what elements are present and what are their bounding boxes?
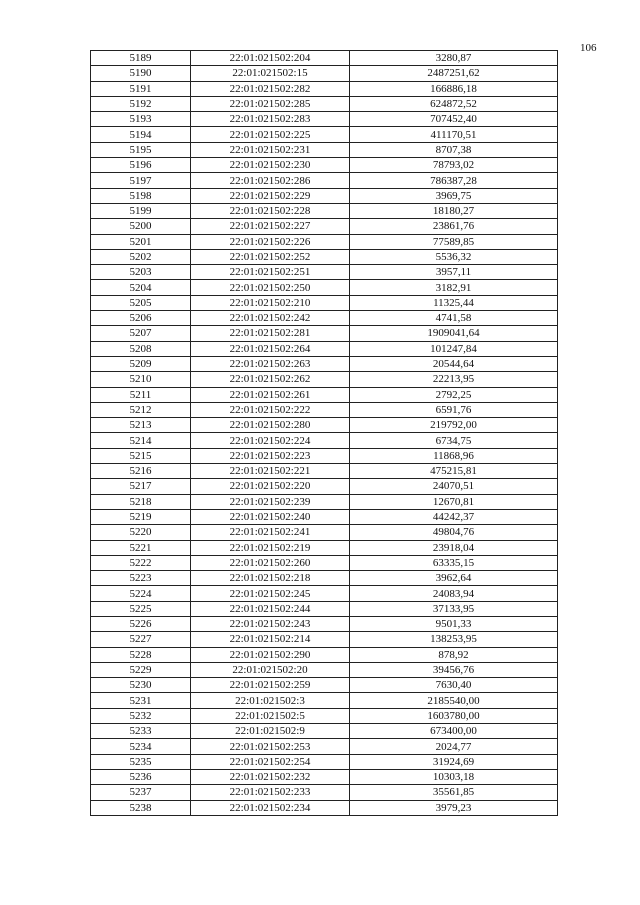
cadastral-table	[90, 50, 558, 816]
table-row	[91, 142, 558, 157]
cadastral-number-cell: 22:01:021502:227	[191, 219, 350, 234]
cadastral-number-cell: 22:01:021502:218	[191, 571, 350, 586]
table-row	[91, 601, 558, 616]
table-row	[91, 632, 558, 647]
cadastral-number-cell: 22:01:021502:230	[191, 158, 350, 173]
table-row	[91, 387, 558, 402]
value-cell: 7630,40	[350, 678, 558, 693]
row-number-cell: 5204	[91, 280, 191, 295]
cadastral-number-cell: 22:01:021502:250	[191, 280, 350, 295]
value-cell: 18180,27	[350, 203, 558, 218]
table-row	[91, 479, 558, 494]
row-number-cell: 5220	[91, 525, 191, 540]
value-cell: 2487251,62	[350, 66, 558, 81]
value-cell: 20544,64	[350, 356, 558, 371]
row-number-cell: 5207	[91, 326, 191, 341]
value-cell: 3962,64	[350, 571, 558, 586]
value-cell: 3182,91	[350, 280, 558, 295]
table-row	[91, 341, 558, 356]
table-row	[91, 326, 558, 341]
cadastral-number-cell: 22:01:021502:282	[191, 81, 350, 96]
cadastral-number-cell: 22:01:021502:15	[191, 66, 350, 81]
cadastral-number-cell: 22:01:021502:220	[191, 479, 350, 494]
value-cell: 31924,69	[350, 754, 558, 769]
row-number-cell: 5224	[91, 586, 191, 601]
table-row	[91, 739, 558, 754]
table-row	[91, 693, 558, 708]
value-cell: 44242,37	[350, 509, 558, 524]
value-cell: 673400,00	[350, 724, 558, 739]
cadastral-number-cell: 22:01:021502:224	[191, 433, 350, 448]
value-cell: 3957,11	[350, 265, 558, 280]
cadastral-number-cell: 22:01:021502:223	[191, 448, 350, 463]
value-cell: 4741,58	[350, 311, 558, 326]
cadastral-number-cell: 22:01:021502:262	[191, 372, 350, 387]
row-number-cell: 5217	[91, 479, 191, 494]
cadastral-number-cell: 22:01:021502:239	[191, 494, 350, 509]
row-number-cell: 5226	[91, 616, 191, 631]
cadastral-number-cell: 22:01:021502:232	[191, 769, 350, 784]
table-row	[91, 295, 558, 310]
value-cell: 39456,76	[350, 662, 558, 677]
value-cell: 2185540,00	[350, 693, 558, 708]
value-cell: 6591,76	[350, 402, 558, 417]
row-number-cell: 5216	[91, 464, 191, 479]
cadastral-number-cell: 22:01:021502:210	[191, 295, 350, 310]
table-row	[91, 754, 558, 769]
table-row	[91, 188, 558, 203]
value-cell: 786387,28	[350, 173, 558, 188]
row-number-cell: 5223	[91, 571, 191, 586]
row-number-cell: 5191	[91, 81, 191, 96]
cadastral-number-cell: 22:01:021502:263	[191, 356, 350, 371]
table-row	[91, 662, 558, 677]
cadastral-number-cell: 22:01:021502:222	[191, 402, 350, 417]
table-row	[91, 127, 558, 142]
page-number: 106	[580, 42, 597, 54]
cadastral-number-cell: 22:01:021502:260	[191, 555, 350, 570]
table-row	[91, 418, 558, 433]
table-row	[91, 724, 558, 739]
table-row	[91, 249, 558, 264]
table-row	[91, 433, 558, 448]
cadastral-number-cell: 22:01:021502:241	[191, 525, 350, 540]
value-cell: 101247,84	[350, 341, 558, 356]
row-number-cell: 5192	[91, 96, 191, 111]
value-cell: 78793,02	[350, 158, 558, 173]
value-cell: 77589,85	[350, 234, 558, 249]
cadastral-number-cell: 22:01:021502:251	[191, 265, 350, 280]
value-cell: 37133,95	[350, 601, 558, 616]
value-cell: 8707,38	[350, 142, 558, 157]
row-number-cell: 5227	[91, 632, 191, 647]
row-number-cell: 5202	[91, 249, 191, 264]
cadastral-number-cell: 22:01:021502:240	[191, 509, 350, 524]
row-number-cell: 5222	[91, 555, 191, 570]
row-number-cell: 5235	[91, 754, 191, 769]
table-row	[91, 112, 558, 127]
value-cell: 219792,00	[350, 418, 558, 433]
cadastral-number-cell: 22:01:021502:3	[191, 693, 350, 708]
row-number-cell: 5218	[91, 494, 191, 509]
value-cell: 878,92	[350, 647, 558, 662]
row-number-cell: 5206	[91, 311, 191, 326]
table-row	[91, 203, 558, 218]
cadastral-number-cell: 22:01:021502:234	[191, 800, 350, 815]
cadastral-number-cell: 22:01:021502:242	[191, 311, 350, 326]
table-row	[91, 708, 558, 723]
row-number-cell: 5196	[91, 158, 191, 173]
value-cell: 22213,95	[350, 372, 558, 387]
cadastral-number-cell: 22:01:021502:244	[191, 601, 350, 616]
cadastral-number-cell: 22:01:021502:5	[191, 708, 350, 723]
row-number-cell: 5197	[91, 173, 191, 188]
cadastral-number-cell: 22:01:021502:233	[191, 785, 350, 800]
value-cell: 35561,85	[350, 785, 558, 800]
value-cell: 11868,96	[350, 448, 558, 463]
table-row	[91, 265, 558, 280]
cadastral-number-cell: 22:01:021502:252	[191, 249, 350, 264]
value-cell: 138253,95	[350, 632, 558, 647]
value-cell: 1909041,64	[350, 326, 558, 341]
row-number-cell: 5195	[91, 142, 191, 157]
table-row	[91, 173, 558, 188]
cadastral-number-cell: 22:01:021502:229	[191, 188, 350, 203]
value-cell: 23861,76	[350, 219, 558, 234]
table-row	[91, 66, 558, 81]
cadastral-number-cell: 22:01:021502:221	[191, 464, 350, 479]
table-row	[91, 571, 558, 586]
table-row	[91, 402, 558, 417]
table-row	[91, 616, 558, 631]
value-cell: 475215,81	[350, 464, 558, 479]
cadastral-number-cell: 22:01:021502:225	[191, 127, 350, 142]
row-number-cell: 5238	[91, 800, 191, 815]
cadastral-number-cell: 22:01:021502:283	[191, 112, 350, 127]
row-number-cell: 5189	[91, 51, 191, 66]
table-row	[91, 158, 558, 173]
table-row	[91, 785, 558, 800]
cadastral-number-cell: 22:01:021502:253	[191, 739, 350, 754]
cadastral-number-cell: 22:01:021502:254	[191, 754, 350, 769]
row-number-cell: 5215	[91, 448, 191, 463]
cadastral-number-cell: 22:01:021502:286	[191, 173, 350, 188]
row-number-cell: 5201	[91, 234, 191, 249]
row-number-cell: 5236	[91, 769, 191, 784]
table-row	[91, 800, 558, 815]
row-number-cell: 5211	[91, 387, 191, 402]
table-row	[91, 234, 558, 249]
row-number-cell: 5219	[91, 509, 191, 524]
value-cell: 9501,33	[350, 616, 558, 631]
value-cell: 11325,44	[350, 295, 558, 310]
value-cell: 49804,76	[350, 525, 558, 540]
row-number-cell: 5208	[91, 341, 191, 356]
value-cell: 3969,75	[350, 188, 558, 203]
row-number-cell: 5203	[91, 265, 191, 280]
table-row	[91, 81, 558, 96]
cadastral-number-cell: 22:01:021502:264	[191, 341, 350, 356]
value-cell: 10303,18	[350, 769, 558, 784]
row-number-cell: 5233	[91, 724, 191, 739]
table-row	[91, 586, 558, 601]
row-number-cell: 5210	[91, 372, 191, 387]
table-row	[91, 494, 558, 509]
value-cell: 2024,77	[350, 739, 558, 754]
value-cell: 707452,40	[350, 112, 558, 127]
cadastral-number-cell: 22:01:021502:204	[191, 51, 350, 66]
row-number-cell: 5198	[91, 188, 191, 203]
table-row	[91, 356, 558, 371]
table-row	[91, 525, 558, 540]
table-row	[91, 96, 558, 111]
row-number-cell: 5229	[91, 662, 191, 677]
row-number-cell: 5190	[91, 66, 191, 81]
table-row	[91, 311, 558, 326]
row-number-cell: 5209	[91, 356, 191, 371]
table-row	[91, 555, 558, 570]
cadastral-number-cell: 22:01:021502:20	[191, 662, 350, 677]
table-row	[91, 540, 558, 555]
row-number-cell: 5194	[91, 127, 191, 142]
value-cell: 166886,18	[350, 81, 558, 96]
table-row	[91, 647, 558, 662]
table-row	[91, 51, 558, 66]
table-row	[91, 464, 558, 479]
row-number-cell: 5234	[91, 739, 191, 754]
value-cell: 3979,23	[350, 800, 558, 815]
row-number-cell: 5221	[91, 540, 191, 555]
value-cell: 23918,04	[350, 540, 558, 555]
row-number-cell: 5205	[91, 295, 191, 310]
value-cell: 3280,87	[350, 51, 558, 66]
row-number-cell: 5232	[91, 708, 191, 723]
cadastral-number-cell: 22:01:021502:285	[191, 96, 350, 111]
cadastral-number-cell: 22:01:021502:280	[191, 418, 350, 433]
value-cell: 24083,94	[350, 586, 558, 601]
table-row	[91, 219, 558, 234]
cadastral-number-cell: 22:01:021502:281	[191, 326, 350, 341]
cadastral-number-cell: 22:01:021502:259	[191, 678, 350, 693]
value-cell: 12670,81	[350, 494, 558, 509]
row-number-cell: 5225	[91, 601, 191, 616]
value-cell: 6734,75	[350, 433, 558, 448]
row-number-cell: 5231	[91, 693, 191, 708]
table-row	[91, 678, 558, 693]
value-cell: 411170,51	[350, 127, 558, 142]
cadastral-number-cell: 22:01:021502:245	[191, 586, 350, 601]
table-row	[91, 769, 558, 784]
row-number-cell: 5237	[91, 785, 191, 800]
cadastral-number-cell: 22:01:021502:226	[191, 234, 350, 249]
row-number-cell: 5200	[91, 219, 191, 234]
table-row	[91, 448, 558, 463]
value-cell: 624872,52	[350, 96, 558, 111]
value-cell: 1603780,00	[350, 708, 558, 723]
value-cell: 63335,15	[350, 555, 558, 570]
row-number-cell: 5230	[91, 678, 191, 693]
cadastral-number-cell: 22:01:021502:243	[191, 616, 350, 631]
row-number-cell: 5193	[91, 112, 191, 127]
cadastral-number-cell: 22:01:021502:290	[191, 647, 350, 662]
value-cell: 5536,32	[350, 249, 558, 264]
cadastral-number-cell: 22:01:021502:219	[191, 540, 350, 555]
table-body	[91, 51, 558, 816]
table-row	[91, 509, 558, 524]
row-number-cell: 5213	[91, 418, 191, 433]
cadastral-number-cell: 22:01:021502:9	[191, 724, 350, 739]
cadastral-number-cell: 22:01:021502:228	[191, 203, 350, 218]
cadastral-number-cell: 22:01:021502:231	[191, 142, 350, 157]
table-row	[91, 280, 558, 295]
cadastral-number-cell: 22:01:021502:261	[191, 387, 350, 402]
row-number-cell: 5212	[91, 402, 191, 417]
row-number-cell: 5214	[91, 433, 191, 448]
table-row	[91, 372, 558, 387]
row-number-cell: 5228	[91, 647, 191, 662]
value-cell: 2792,25	[350, 387, 558, 402]
value-cell: 24070,51	[350, 479, 558, 494]
row-number-cell: 5199	[91, 203, 191, 218]
cadastral-number-cell: 22:01:021502:214	[191, 632, 350, 647]
